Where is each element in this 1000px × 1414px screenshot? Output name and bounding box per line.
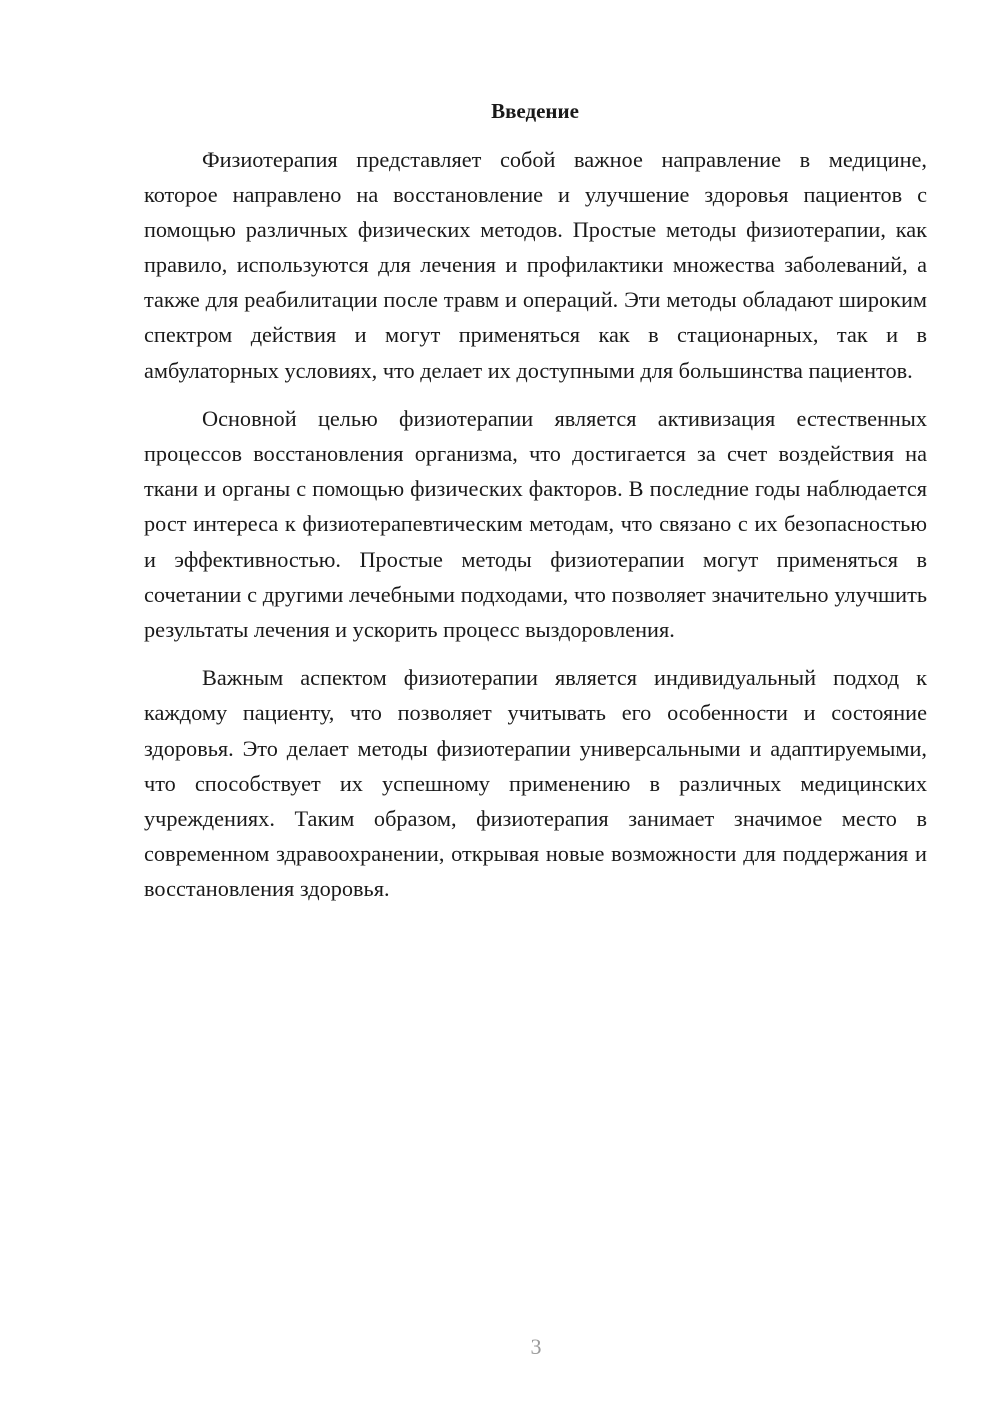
paragraph-2: Основной целью физиотерапии является активизация естественных процессов восстановления организма, что достигается за счет воздействия на ткани и органы с помощью физических факторов. В последние годы наблюдается рост интереса к физиотерапевтическим методам, что связано с их безопасностью и эффективностью. Простые методы физиотерапии могут применяться в сочетании с другими лечебными подходами, что позволяет значительно улучшить результаты лечения и ускорить процесс выздоровления. — [144, 406, 927, 642]
body-text — [144, 142, 927, 906]
paragraph-1: Физиотерапия представляет собой важное направление в медицине, которое направлено на восстановление и улучшение здоровья пациентов с помощью различных физических методов. Простые методы физиотерапии, как правило, используются для лечения и профилактики множества заболеваний, а также для реабилитации после травм и операций. Эти методы обладают широким спектром действия и могут применяться как в стационарных, так и в амбулаторных условиях, что делает их доступными для большинства пациентов. — [144, 147, 927, 383]
paragraph-3: Важным аспектом физиотерапии является индивидуальный подход к каждому пациенту, что позволяет учитывать его особенности и состояние здоровья. Это делает методы физиотерапии универсальными и адаптируемыми, что способствует их успешному применению в различных медицинских учреждениях. Таким образом, физиотерапия занимает значимое место в современном здравоохранении, открывая новые возможности для поддержания и восстановления здоровья. — [144, 665, 927, 901]
page-number: 3 — [530, 1334, 542, 1359]
section-heading: Введение — [491, 99, 579, 123]
